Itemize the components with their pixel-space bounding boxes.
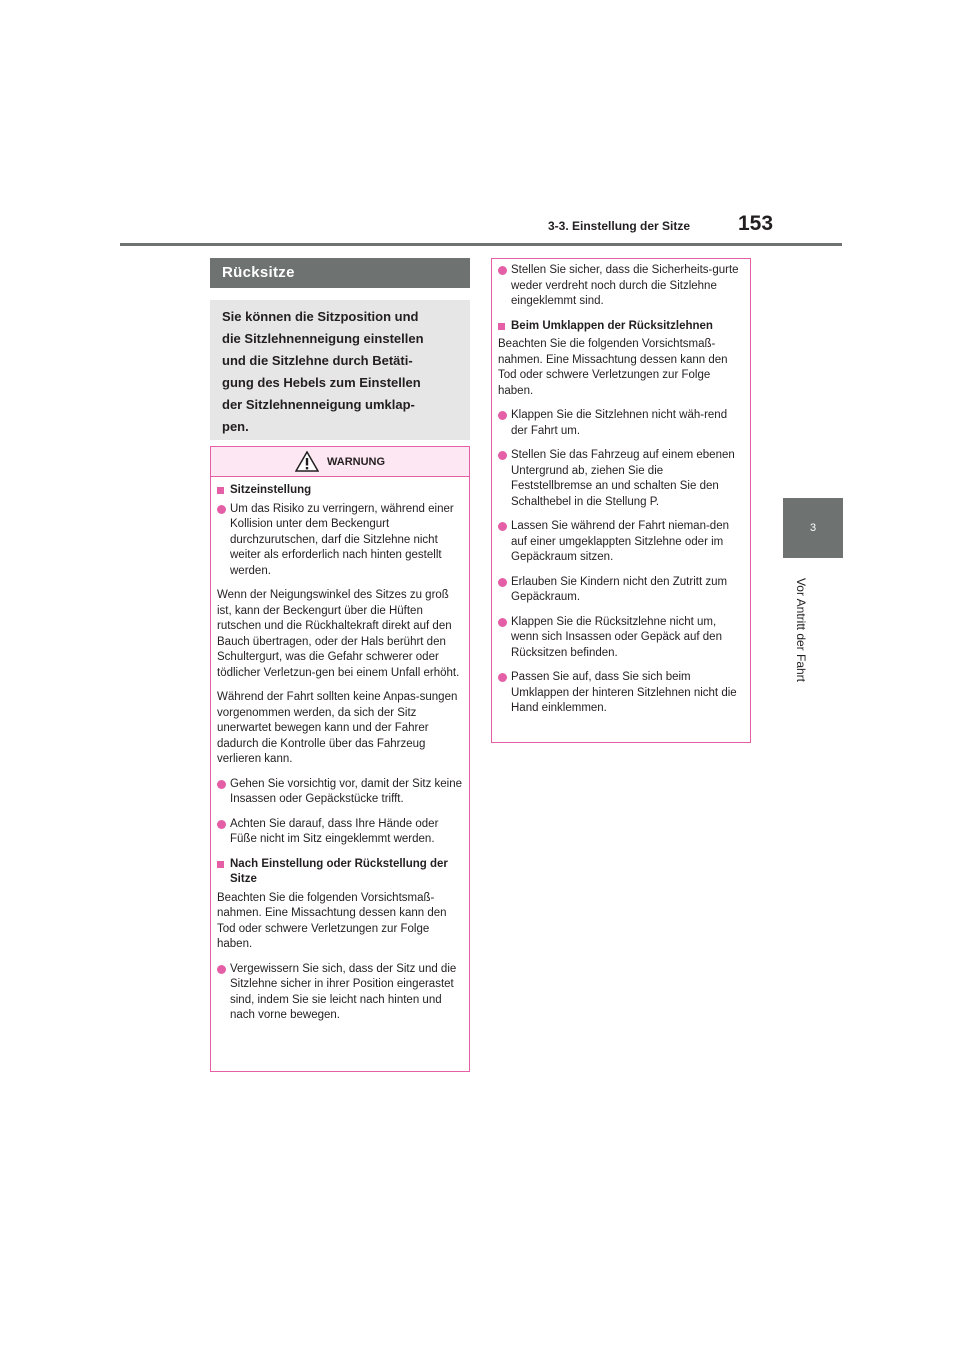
paragraph: Beachten Sie die folgenden Vorsichtsmaß-nahmen. Eine Missachtung dessen kann den Tod oder schwere Verletzungen zur Folge haben. — [498, 338, 728, 397]
square-bullet-icon — [217, 861, 224, 868]
chapter-label: Vor Antritt der Fahrt — [794, 577, 808, 683]
square-bullet-icon — [217, 487, 224, 494]
chapter-tab — [783, 498, 843, 558]
bullet-item: Achten Sie darauf, dass Ihre Hände oder Füße nicht im Sitz eingeklemmt werden. — [217, 817, 463, 848]
bullet-dot-icon — [498, 411, 507, 420]
bullet-item: Erlauben Sie Kindern nicht den Zutritt zum Gepäckraum. — [498, 575, 744, 606]
chapter-number: 3 — [809, 522, 817, 534]
subheading: Beim Umklappen der Rücksitzlehnen — [498, 319, 744, 335]
warning-triangle-icon — [295, 451, 319, 472]
bullet-item: Stellen Sie sicher, dass die Sicherheits-gurte weder verdreht noch durch die Sitzlehne eingeklemmt sind. — [498, 263, 744, 310]
bullet-dot-icon — [498, 618, 507, 627]
bullet-dot-icon — [498, 266, 507, 275]
bullet-dot-icon — [217, 965, 226, 974]
bullet-dot-icon — [498, 522, 507, 531]
intro-line: pen. — [222, 419, 249, 434]
bullet-item: Lassen Sie während der Fahrt nieman-den auf einer umgeklappten Sitzlehne oder im Gepäckraum sitzen. — [498, 519, 744, 566]
square-bullet-icon — [498, 323, 505, 330]
bullet-dot-icon — [217, 820, 226, 829]
section-title: Rücksitze — [210, 258, 470, 288]
paragraph: Beachten Sie die folgenden Vorsichtsmaß-nahmen. Eine Missachtung dessen kann den Tod oder schwere Verletzungen zur Folge haben. — [217, 891, 447, 950]
paragraph: Während der Fahrt sollten keine Anpas-sungen vorgenommen werden, da sich der Sitz unerwartet bewegen kann und der Fahrer dadurch die Kontrolle über das Fahrzeug verlieren kann. — [217, 691, 458, 765]
bullet-item: Klappen Sie die Rücksitzlehne nicht um, wenn sich Insassen oder Gepäck auf den Rücksitzen befinden. — [498, 615, 744, 662]
bullet-dot-icon — [217, 505, 226, 514]
bullet-dot-icon — [498, 451, 507, 460]
bullet-item: Um das Risiko zu verringern, während einer Kollision unter dem Beckengurt durchzurutschen, darf die Sitzlehne nicht weiter als erforderlich nach hinten gestellt werden. — [217, 502, 463, 580]
bullet-item: Stellen Sie das Fahrzeug auf einem ebenen Untergrund ab, ziehen Sie die Feststellbremse an und schalten Sie den Schalthebel in die Stellung P. — [498, 448, 744, 510]
header-rule — [120, 243, 842, 246]
bullet-dot-icon — [498, 578, 507, 587]
subheading: Sitzeinstellung — [217, 483, 463, 499]
warning-box-right — [491, 258, 751, 743]
header-section-title: 3-3. Einstellung der Sitze — [548, 219, 691, 233]
bullet-dot-icon — [498, 673, 507, 682]
intro-line: Sie können die Sitzposition und — [222, 309, 419, 324]
warning-label: WARNUNG — [326, 455, 386, 468]
subheading: Nach Einstellung oder Rückstellung der Sitze — [217, 857, 463, 888]
intro-line: und die Sitzlehne durch Betäti- — [222, 353, 413, 368]
warning-box-left — [210, 446, 470, 1072]
intro-line: der Sitzlehnenneigung umklap- — [222, 397, 415, 412]
warning-header — [211, 447, 469, 477]
intro-box — [210, 300, 470, 440]
page-number: 153 — [738, 212, 774, 235]
bullet-item: Vergewissern Sie sich, dass der Sitz und die Sitzlehne sicher in ihrer Position eingerastet sind, indem Sie sie leicht nach hinten und nach vorne bewegen. — [217, 962, 463, 1024]
intro-line: die Sitzlehnenneigung einstellen — [222, 331, 424, 346]
intro-line: gung des Hebels zum Einstellen — [222, 375, 421, 390]
paragraph: Wenn der Neigungswinkel des Sitzes zu groß ist, kann der Beckengurt über die Hüften rutschen und die Rückhaltekraft direkt auf den Bauch übertragen, oder der Hals berührt den Schultergurt, was die Gefahr schwerer oder tödlicher Verletzun-gen bei einem Unfall erhöht. — [217, 589, 460, 679]
bullet-item: Gehen Sie vorsichtig vor, damit der Sitz keine Insassen oder Gepäckstücke trifft. — [217, 777, 463, 808]
bullet-item: Passen Sie auf, dass Sie sich beim Umklappen der hinteren Sitzlehnen nicht die Hand einklemmen. — [498, 670, 744, 717]
bullet-dot-icon — [217, 780, 226, 789]
bullet-item: Klappen Sie die Sitzlehnen nicht wäh-rend der Fahrt um. — [498, 408, 744, 439]
